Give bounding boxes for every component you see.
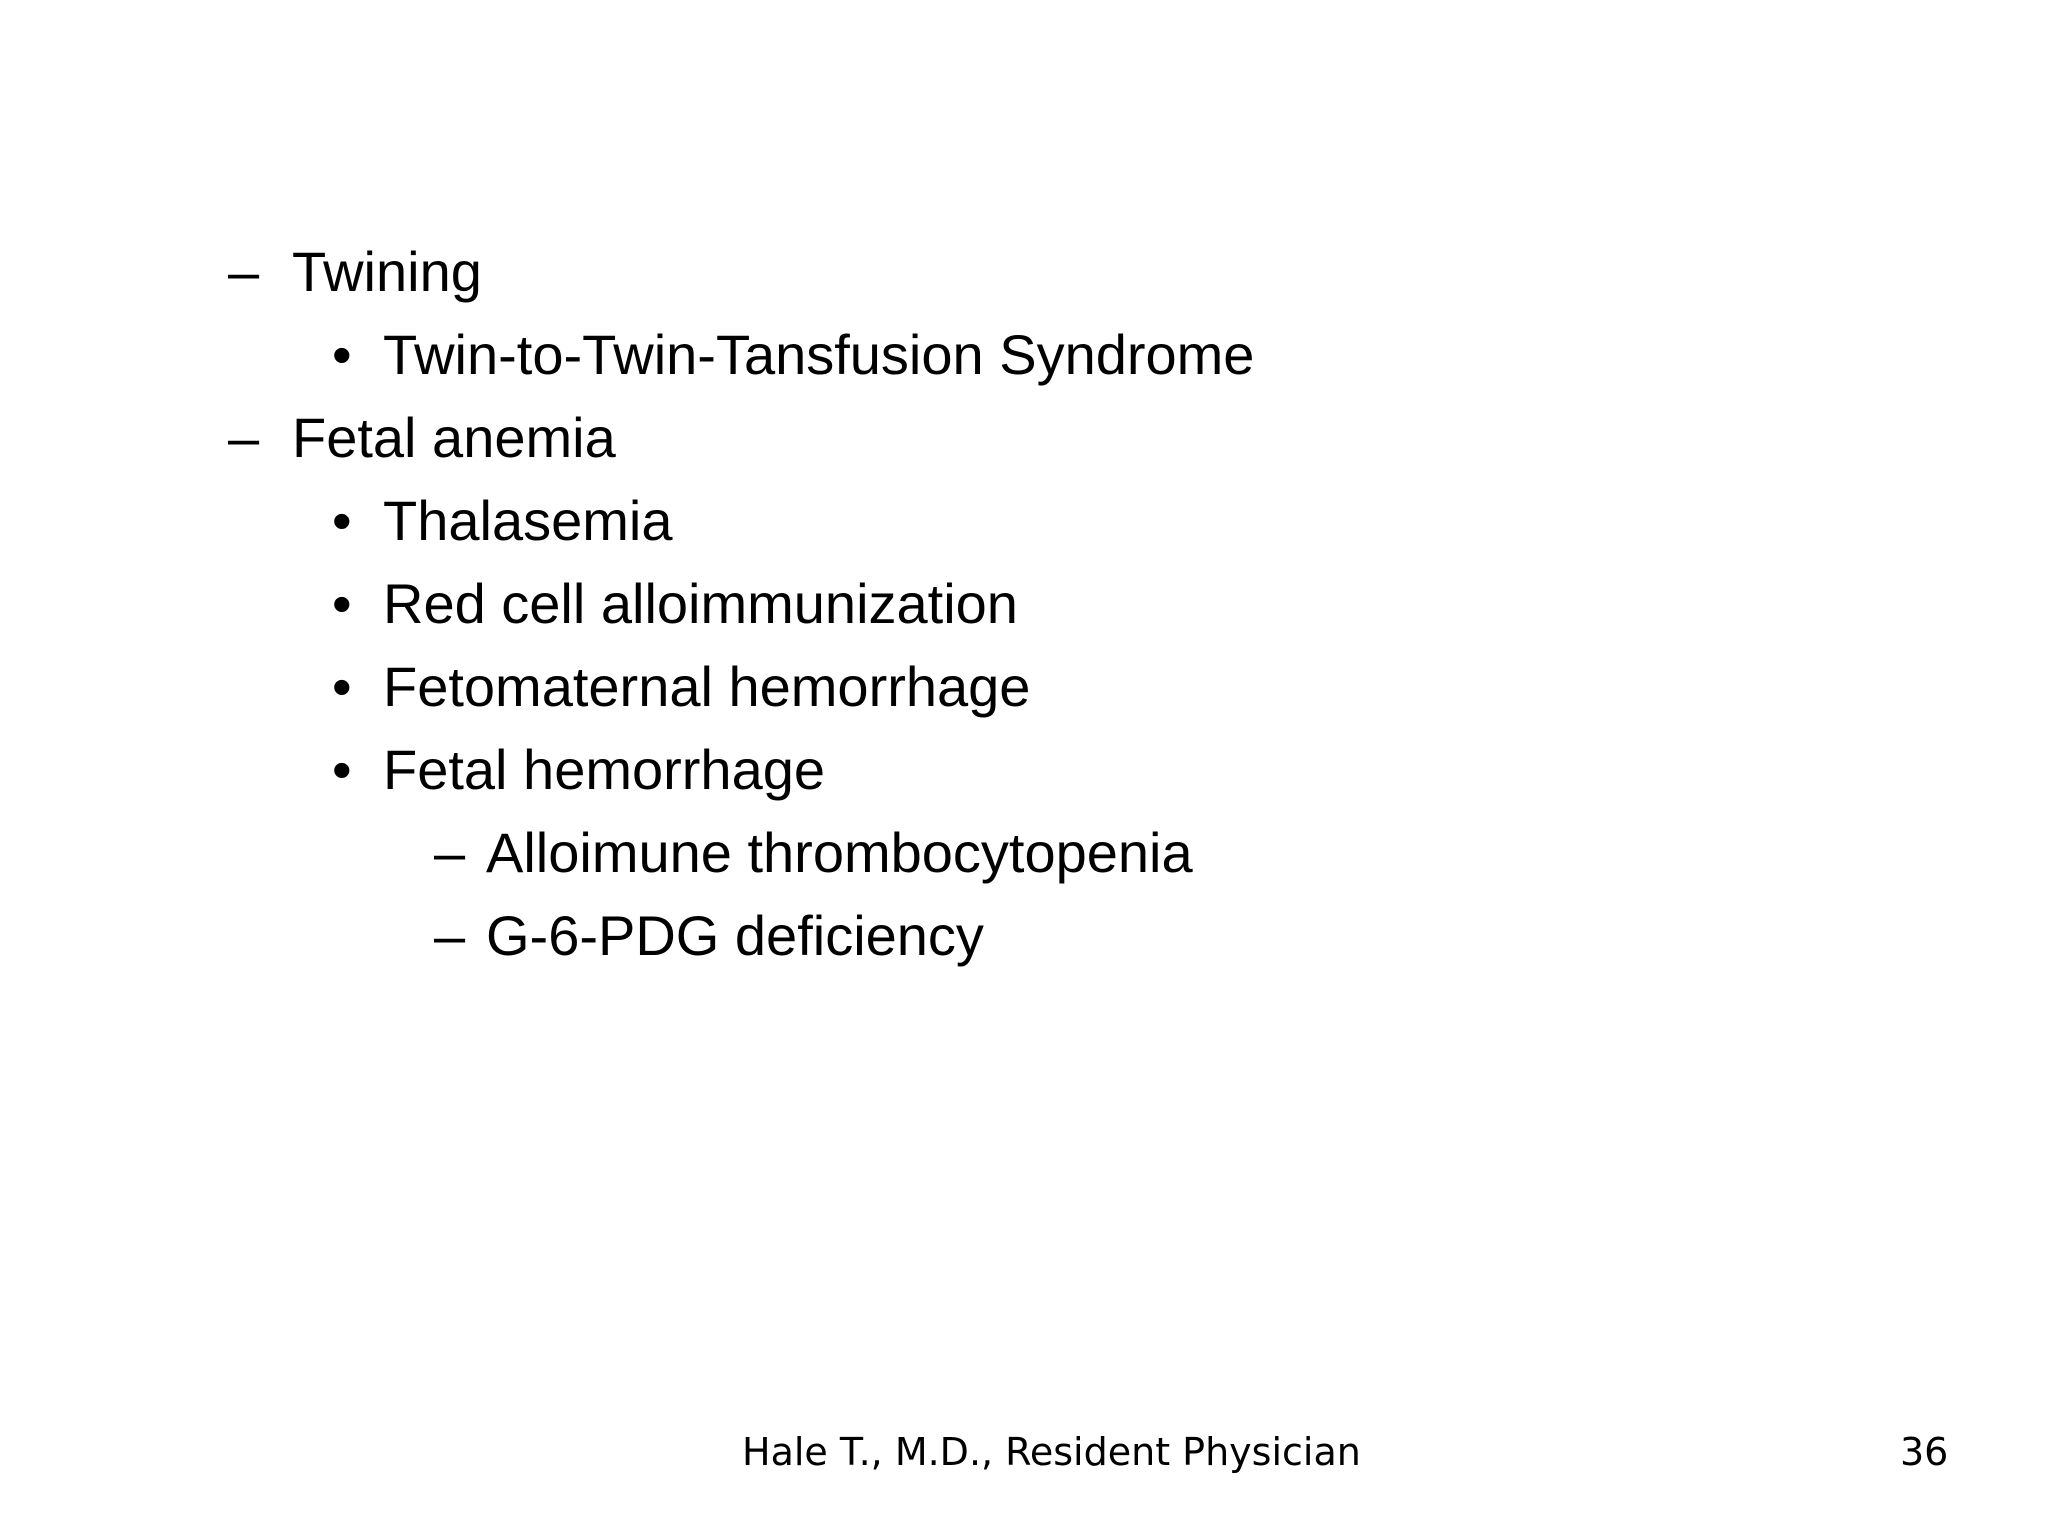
- list-marker: –: [228, 406, 260, 469]
- list-item: Thalasemia: [383, 489, 673, 552]
- page-number: 36: [1900, 1430, 1949, 1474]
- list-marker: •: [332, 489, 352, 552]
- list-item: Red cell alloimmunization: [383, 572, 1018, 635]
- list-marker: •: [332, 655, 352, 718]
- list-marker: •: [332, 572, 352, 635]
- list-item: Alloimune thrombocytopenia: [486, 821, 1193, 884]
- list-item: G-6-PDG deficiency: [486, 904, 984, 967]
- list-marker: •: [332, 323, 352, 386]
- list-item: Fetomaternal hemorrhage: [383, 655, 1031, 718]
- list-marker: –: [434, 904, 466, 967]
- list-marker: –: [434, 821, 466, 884]
- list-marker: •: [332, 738, 352, 801]
- list-item: Fetal anemia: [292, 406, 616, 469]
- list-item: Fetal hemorrhage: [383, 738, 826, 801]
- list-marker: –: [228, 240, 260, 303]
- footer-author: Hale T., M.D., Resident Physician: [742, 1430, 1361, 1474]
- list-item: Twining: [292, 240, 482, 303]
- list-item: Twin-to-Twin-Tansfusion Syndrome: [383, 323, 1255, 386]
